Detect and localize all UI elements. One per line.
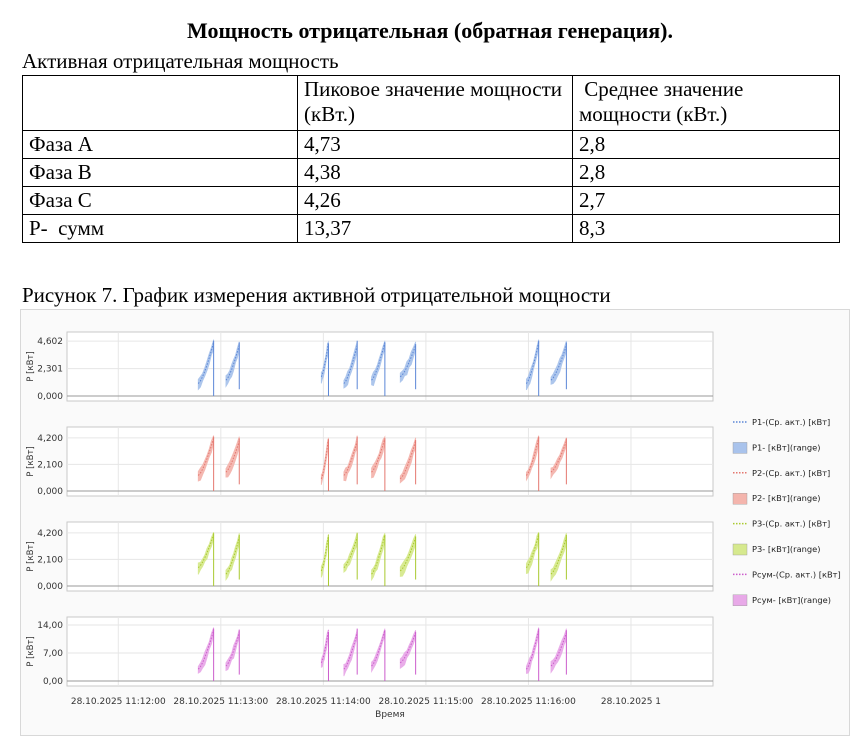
x-tick-label: 28.10.2025 11:15:00	[378, 697, 474, 707]
page-title: Мощность отрицательная (обратная генерация).	[187, 18, 673, 43]
legend-label: P2- [кВт](range)	[752, 493, 821, 504]
table-cell: 4,73	[298, 131, 573, 159]
y-tick-label: 0,00	[42, 677, 63, 687]
legend-label: P3- [кВт](range)	[752, 544, 821, 554]
y-tick-label: 7,00	[42, 649, 63, 659]
y-axis-label: P [кВт]	[26, 351, 36, 382]
x-axis-label: Время	[375, 710, 405, 720]
y-tick-label: 4,200	[37, 528, 63, 539]
x-tick-label: 28.10.2025 11:12:00	[70, 697, 166, 707]
table-row	[23, 215, 840, 243]
x-tick-label: 28.10.2025 11:14:00	[275, 697, 371, 707]
x-tick-label: 28.10.2025 1	[600, 697, 662, 707]
legend-box-marker	[733, 595, 747, 606]
x-tick-label: 28.10.2025 11:13:00	[173, 697, 269, 707]
y-tick-label: 2,301	[37, 364, 63, 375]
plot-panel	[67, 617, 713, 686]
y-tick-label: 0,000	[37, 582, 63, 592]
table-row	[23, 159, 840, 187]
y-tick-label: 2,100	[37, 460, 63, 471]
y-tick-label: 14,00	[37, 621, 63, 631]
table-cell: 2,8	[573, 159, 840, 187]
power-chart-frame	[20, 309, 850, 736]
legend-label: P1- [кВт](range)	[752, 442, 821, 453]
plot-panel	[67, 522, 713, 591]
table-header-cell: Среднее значение мощности (кВт.)	[573, 76, 840, 131]
legend-label: Pсум- [кВт](range)	[752, 594, 831, 605]
table-cell: 2,8	[573, 131, 840, 159]
table-cell: 8,3	[573, 215, 840, 243]
table-cell: 13,37	[298, 215, 573, 243]
y-tick-label: 4,602	[37, 337, 63, 348]
table-cell: 4,26	[298, 187, 573, 215]
y-tick-label: 0,000	[37, 487, 63, 497]
table-row	[23, 187, 840, 215]
table-row	[23, 131, 840, 159]
plot-panel	[67, 427, 713, 496]
figure-caption: Рисунок 7. График измерения активной отрицательной мощности	[22, 283, 611, 307]
section-subtitle: Активная отрицательная мощность	[22, 49, 339, 73]
table-cell: 2,7	[573, 187, 840, 215]
plot-panel	[67, 332, 713, 401]
legend-box-marker	[733, 442, 747, 453]
y-axis-label: P [кВт]	[26, 446, 36, 477]
y-axis-label: P [кВт]	[26, 541, 36, 572]
y-tick-label: 0,000	[37, 392, 63, 402]
y-axis-label: P [кВт]	[26, 636, 36, 667]
table-header-cell: Пиковое значение мощности (кВт.)	[298, 76, 573, 131]
legend-label: P3-(Ср. акт.) [кВт]	[752, 518, 831, 529]
legend-box-marker	[733, 493, 747, 504]
table-cell: Фаза C	[23, 187, 298, 215]
power-chart	[21, 310, 849, 735]
table-cell: Фаза A	[23, 131, 298, 159]
y-tick-label: 4,200	[37, 433, 63, 444]
y-tick-label: 2,100	[37, 555, 63, 566]
power-table	[22, 75, 840, 243]
legend-label: Pсум-(Ср. акт.) [кВт]	[752, 569, 841, 580]
table-header-row	[23, 76, 840, 131]
table-header-cell	[23, 76, 298, 131]
legend-box-marker	[733, 544, 747, 555]
table-cell: 4,38	[298, 159, 573, 187]
table-cell: P- сумм	[23, 215, 298, 243]
legend-label: P2-(Ср. акт.) [кВт]	[752, 467, 831, 478]
x-tick-label: 28.10.2025 11:16:00	[481, 697, 576, 707]
table-cell: Фаза B	[23, 159, 298, 187]
legend-label: P1-(Ср. акт.) [кВт]	[752, 417, 831, 427]
